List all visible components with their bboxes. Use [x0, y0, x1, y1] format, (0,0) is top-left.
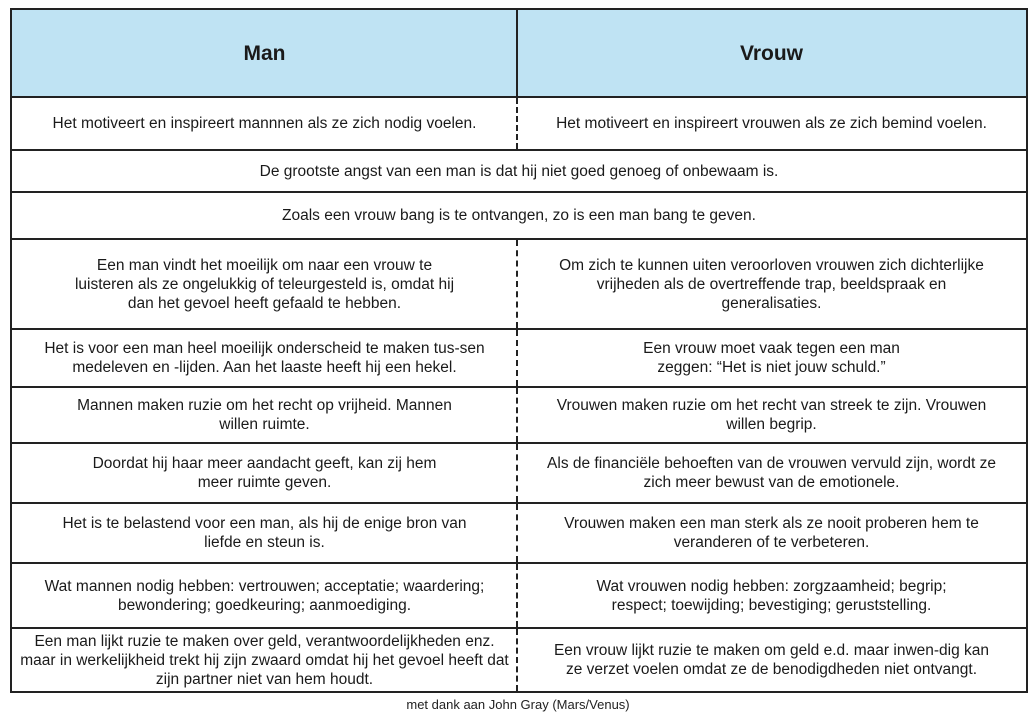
- row-6-man: Mannen maken ruzie om het recht op vrijheid. Mannen willen ruimte.: [77, 397, 452, 433]
- row-8-vrouw: Vrouwen maken een man sterk als ze nooit proberen hem te veranderen of te verbeteren.: [564, 515, 979, 551]
- comparison-table: [10, 8, 1028, 693]
- row-4-man: Een man vindt het moeilijk om naar een vrouw te luisteren als ze ongelukkig of teleurgesteld is, omdat hij dan het gevoel heeft gefaald te hebben.: [74, 256, 455, 312]
- row-2-shared: De grootste angst van een man is dat hij niet goed genoeg of onbewaam is.: [259, 162, 779, 180]
- row-10-vrouw: Een vrouw lijkt ruzie te maken om geld e.d. maar inwen-dig kan ze verzet voelen omdat ze de benodigdheden niet ontvangt.: [553, 642, 990, 678]
- row-3-shared: Zoals een vrouw bang is te ontvangen, zo is een man bang te geven.: [282, 207, 756, 224]
- table-row: [12, 238, 1026, 328]
- row-9-vrouw: Wat vrouwen nodig hebben: zorgzaamheid; begrip; respect; toewijding; bevestiging; geruststelling.: [596, 577, 947, 614]
- row-1-vrouw: Het motiveert en inspireert vrouwen als ze zich bemind voelen.: [556, 115, 987, 132]
- row-5-man: Het is voor een man heel moeilijk onderscheid te maken tus-sen medeleven en -lijden. Aan het laaste heeft hij een hekel.: [44, 340, 485, 376]
- row-4-vrouw: Om zich te kunnen uiten veroorloven vrouwen zich dichterlijke vrijheden als de overtreffende trap, beeldspraak en generalisaties.: [559, 256, 984, 312]
- row-10-man: Een man lijkt ruzie te maken over geld, verantwoordelijkheden enz. maar in werkelijkheid trekt hij zijn zwaard omdat hij het gevoel heeft dat zijn partner niet van hem houdt.: [20, 632, 509, 688]
- table-row: [12, 149, 1026, 191]
- row-6-vrouw: Vrouwen maken ruzie om het recht van streek te zijn. Vrouwen willen begrip.: [556, 397, 987, 433]
- table-row: [12, 191, 1026, 238]
- table-row: [12, 562, 1026, 627]
- header-vrouw: Vrouw: [739, 41, 803, 65]
- table-row: [12, 442, 1026, 502]
- credit-caption: met dank aan John Gray (Mars/Venus): [406, 697, 630, 712]
- table-row: [12, 386, 1026, 442]
- row-1-man: Het motiveert en inspireert mannnen als ze zich nodig voelen.: [52, 115, 477, 132]
- table-row: [12, 328, 1026, 386]
- row-5-vrouw: Een vrouw moet vaak tegen een man zeggen: “Het is niet jouw schuld.”: [643, 340, 900, 376]
- table-row: [12, 627, 1026, 691]
- header-man: Man: [243, 41, 286, 65]
- row-7-man: Doordat hij haar meer aandacht geeft, kan zij hem meer ruimte geven.: [92, 455, 437, 491]
- row-9-man: Wat mannen nodig hebben: vertrouwen; acceptatie; waardering; bewondering; goedkeuring; aanmoediging.: [44, 577, 485, 614]
- row-7-vrouw: Als de financiële behoeften van de vrouwen vervuld zijn, wordt ze zich meer bewust van de emotionele.: [547, 455, 996, 491]
- table-header-row: [12, 10, 1026, 96]
- table-row: [12, 96, 1026, 149]
- table-row: [12, 502, 1026, 562]
- row-8-man: Het is te belastend voor een man, als hij de enige bron van liefde en steun is.: [62, 515, 467, 551]
